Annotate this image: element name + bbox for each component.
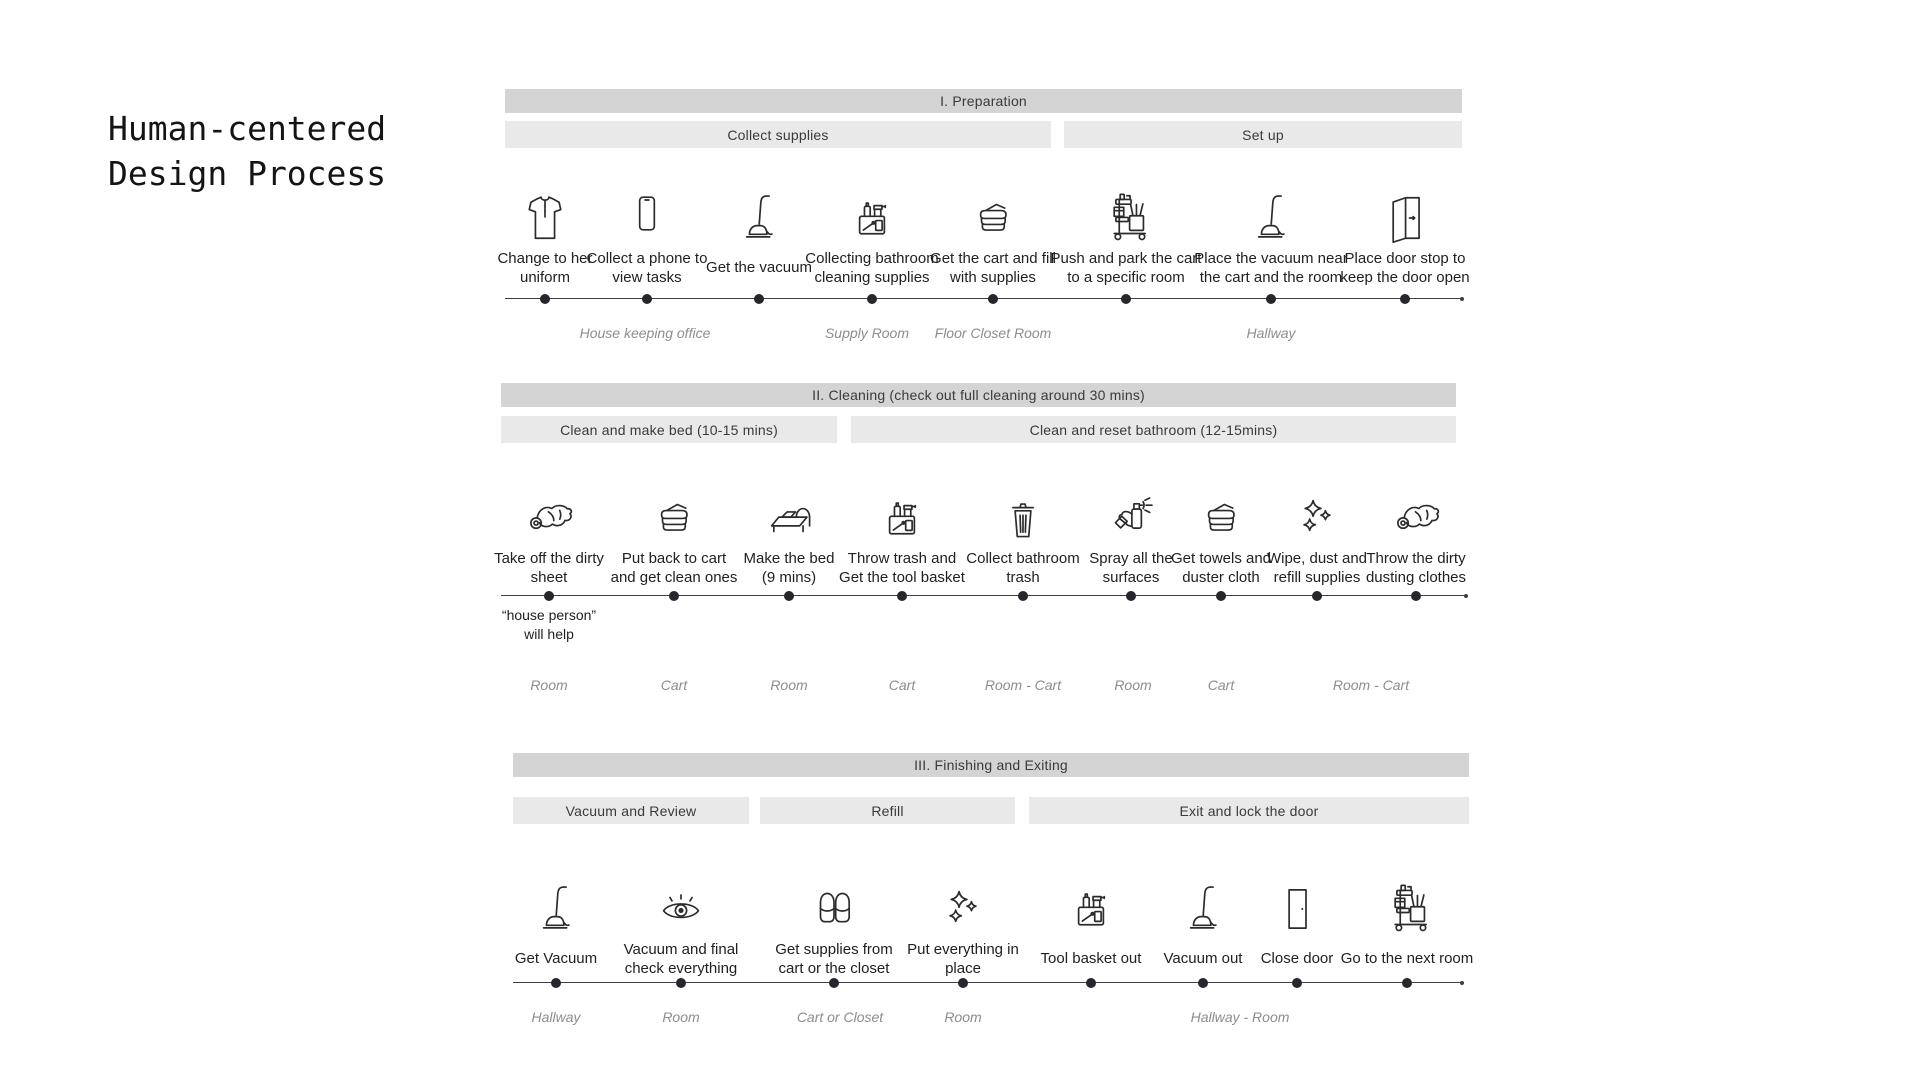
timeline-dot <box>676 978 686 988</box>
group-header-cleaning-0: Clean and make bed (10-15 mins) <box>501 416 837 443</box>
timeline-dot <box>1292 978 1302 988</box>
group-header-finishing-1: Refill <box>760 797 1015 824</box>
step-note <box>474 606 624 644</box>
slippers-icon <box>805 878 863 936</box>
timeline-dot <box>544 591 554 601</box>
sheet-icon <box>1387 487 1445 545</box>
step-label-line: place <box>945 960 981 977</box>
timeline-finishing <box>513 982 1462 983</box>
location-label: Room <box>770 677 808 693</box>
step-label-line: Wipe, dust and <box>1266 550 1368 567</box>
timeline-dot <box>754 294 764 304</box>
group-header-finishing-2: Exit and lock the door <box>1029 797 1469 824</box>
timeline-dot <box>1198 978 1208 988</box>
sparkles-icon <box>934 878 992 936</box>
location-label: Room <box>944 1009 982 1025</box>
step-label-line: refill supplies <box>1273 569 1361 586</box>
step-label-line: Get the cart and fill <box>930 250 1056 267</box>
step-label-line: to a specific room <box>1067 269 1185 286</box>
location-label: Room - Cart <box>1332 677 1410 693</box>
timeline-dot <box>1312 591 1322 601</box>
step-label-line: duster cloth <box>1182 569 1260 586</box>
vacuum-icon <box>1174 878 1232 936</box>
group-header-preparation-1: Set up <box>1064 121 1462 148</box>
location-label: Hallway <box>1246 325 1296 341</box>
spray-icon <box>1102 487 1160 545</box>
vacuum-icon <box>527 878 585 936</box>
location-label: Cart <box>888 677 916 693</box>
step-label-line: (9 mins) <box>761 569 817 586</box>
timeline-dot <box>551 978 561 988</box>
step-note-line: will help <box>524 626 574 642</box>
location-label: Cart or Closet <box>796 1009 884 1025</box>
timeline-end-dot <box>1460 297 1464 301</box>
timeline-dot <box>1402 978 1412 988</box>
location-label: Room <box>662 1009 700 1025</box>
door-open-icon <box>1376 187 1434 245</box>
timeline-dot <box>988 294 998 304</box>
sheet-icon <box>520 487 578 545</box>
location-label: Cart <box>1207 677 1235 693</box>
step-label-line: Throw the dirty <box>1366 550 1466 567</box>
bed-icon <box>760 487 818 545</box>
step-label-line: Get the tool basket <box>839 569 965 586</box>
location-label: House keeping office <box>579 325 711 341</box>
step-label-line: view tasks <box>612 269 682 286</box>
timeline-dot <box>1216 591 1226 601</box>
location-label: Floor Closet Room <box>934 325 1052 341</box>
page-title <box>108 106 386 196</box>
timeline-dot <box>1126 591 1136 601</box>
phase-header-preparation: I. Preparation <box>505 89 1462 113</box>
step-note-line: “house person” <box>501 607 597 623</box>
location-label: Supply Room <box>824 325 910 341</box>
step-label-line: Close door <box>1260 950 1334 967</box>
timeline-end-dot <box>1464 594 1468 598</box>
step-label-line: keep the door open <box>1340 269 1470 286</box>
step-label-line: with supplies <box>950 269 1036 286</box>
shirt-icon <box>516 187 574 245</box>
step-label-line: Spray all the <box>1089 550 1173 567</box>
step-label-line: Place door stop to <box>1344 250 1466 267</box>
cart-icon <box>1097 187 1155 245</box>
vacuum-icon <box>730 187 788 245</box>
step-label-line: Throw trash and <box>847 550 957 567</box>
step-label-line: Put back to cart <box>621 550 727 567</box>
step-label-line: Vacuum out <box>1163 950 1243 967</box>
step-label-line: Push and park the cart <box>1050 250 1202 267</box>
group-header-finishing-0: Vacuum and Review <box>513 797 749 824</box>
timeline-dot <box>1018 591 1028 601</box>
step-label-line: Get towels and <box>1170 550 1272 567</box>
step-label-line: Put everything in <box>907 941 1019 958</box>
timeline-dot <box>1266 294 1276 304</box>
towels-icon <box>1192 487 1250 545</box>
step-label-line: the cart and the room <box>1199 269 1343 286</box>
timeline-end-dot <box>1460 981 1464 985</box>
step-label-line: dusting clothes <box>1365 569 1467 586</box>
step-label-line: cleaning supplies <box>814 269 930 286</box>
step-label <box>1326 549 1506 587</box>
step-label-line: cart or the closet <box>778 960 890 977</box>
group-header-preparation-0: Collect supplies <box>505 121 1051 148</box>
timeline-dot <box>897 591 907 601</box>
timeline-dot <box>1411 591 1421 601</box>
timeline-dot <box>829 978 839 988</box>
eye-icon <box>652 878 710 936</box>
step-label-line: Take off the dirty <box>494 550 604 567</box>
step-label <box>1317 949 1497 968</box>
sparkles-icon <box>1288 487 1346 545</box>
step-label-line: Collect bathroom <box>966 550 1080 567</box>
step-label-line: Get Vacuum <box>514 950 598 967</box>
door-closed-icon <box>1268 878 1326 936</box>
location-label: Room <box>1114 677 1152 693</box>
step-label-line: uniform <box>519 269 571 286</box>
step-label-line: surfaces <box>1102 569 1160 586</box>
step-label-line: trash <box>1006 569 1040 586</box>
caddy-icon <box>843 187 901 245</box>
step-label-line: Change to her <box>497 250 593 267</box>
towels-icon <box>964 187 1022 245</box>
step-label-line: Make the bed <box>743 550 835 567</box>
step-label-line: Get the vacuum <box>706 259 812 276</box>
timeline-dot <box>1121 294 1131 304</box>
step-label-line: check everything <box>624 960 738 977</box>
location-label: Hallway <box>531 1009 581 1025</box>
timeline-dot <box>540 294 550 304</box>
caddy-icon <box>873 487 931 545</box>
location-label: Room - Cart <box>984 677 1062 693</box>
step-label-line: Tool basket out <box>1040 950 1142 967</box>
step-label <box>1315 249 1495 287</box>
phase-header-finishing: III. Finishing and Exiting <box>513 753 1469 777</box>
step-label-line: Collecting bathroom <box>805 250 939 267</box>
cart-icon <box>1378 878 1436 936</box>
phone-icon <box>618 187 676 245</box>
step-label-line: Get supplies from <box>775 941 893 958</box>
timeline-dot <box>642 294 652 304</box>
location-label: Hallway - Room <box>1190 1009 1290 1025</box>
timeline-dot <box>958 978 968 988</box>
vacuum-icon <box>1242 187 1300 245</box>
location-label: Room <box>530 677 568 693</box>
timeline-dot <box>867 294 877 304</box>
group-header-cleaning-1: Clean and reset bathroom (12-15mins) <box>851 416 1456 443</box>
page-title-line2: Design Process <box>108 154 387 193</box>
step-label-line: Vacuum and final <box>623 941 739 958</box>
timeline-dot <box>669 591 679 601</box>
timeline-dot <box>1400 294 1410 304</box>
towels-icon <box>645 487 703 545</box>
step-label-line: Go to the next room <box>1340 950 1474 967</box>
timeline-dot <box>1086 978 1096 988</box>
caddy-icon <box>1062 878 1120 936</box>
step-label-line: and get clean ones <box>610 569 738 586</box>
step-label-line: Place the vacuum near <box>1194 250 1348 267</box>
step-label-line: sheet <box>530 569 568 586</box>
page-title-line1: Human-centered <box>108 109 387 148</box>
timeline-dot <box>784 591 794 601</box>
phase-header-cleaning: II. Cleaning (check out full cleaning around 30 mins) <box>501 383 1456 407</box>
trash-icon <box>994 487 1052 545</box>
location-label: Cart <box>660 677 688 693</box>
step-label-line: Collect a phone to <box>586 250 708 267</box>
